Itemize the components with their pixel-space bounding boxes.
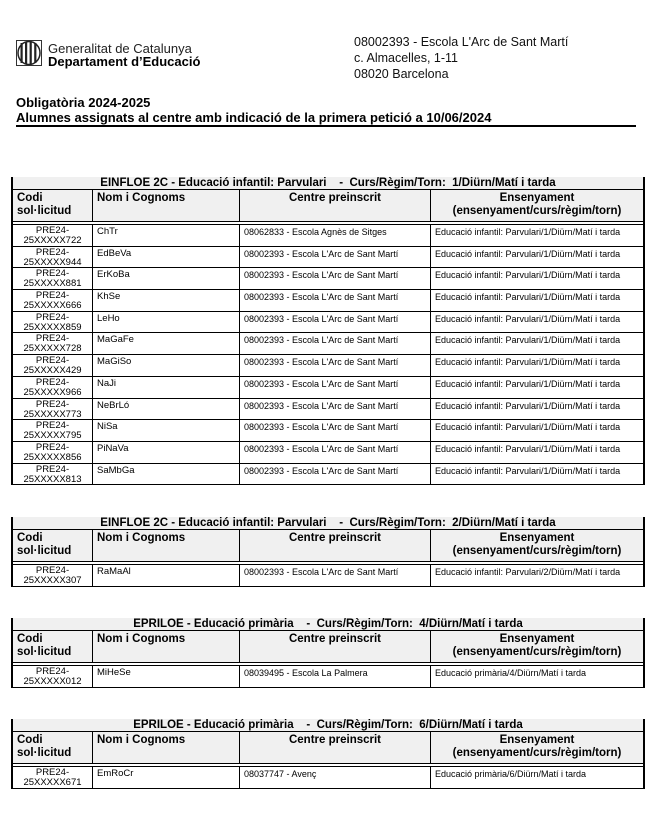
ensenyament-cell: Educació primària/6/Diürn/Matí i tarda xyxy=(435,769,587,779)
col-header-codi: Codi sol·licitud xyxy=(13,530,93,561)
col-header-centre: Centre preinscrit xyxy=(240,530,431,561)
table-row xyxy=(13,565,643,587)
table-row xyxy=(13,666,643,688)
centre-cell: 08002393 - Escola L'Arc de Sant Martí xyxy=(240,247,431,268)
name-cell: NeBrLó xyxy=(93,399,240,420)
name-cell: SaMbGa xyxy=(93,464,240,485)
table-row xyxy=(13,442,643,464)
table-row xyxy=(13,399,643,421)
code-cell: PRE24- 25XXXXX944 xyxy=(13,247,93,268)
table-row xyxy=(13,247,643,269)
brand-block xyxy=(48,42,200,68)
col-header-codi: Codi sol·licitud xyxy=(13,732,93,763)
school-city: 08020 Barcelona xyxy=(354,67,449,81)
department-name: Departament d’Educació xyxy=(48,54,201,69)
page-title xyxy=(16,95,491,125)
ensenyament-cell: Educació infantil: Parvulari/1/Diürn/Matí i tarda xyxy=(435,422,621,433)
code-cell: PRE24- 25XXXXX307 xyxy=(13,565,93,586)
table-header xyxy=(13,631,643,663)
name-cell: NiSa xyxy=(93,420,240,441)
centre-cell: 08002393 - Escola L'Arc de Sant Martí xyxy=(240,442,431,463)
centre-cell: 08002393 - Escola L'Arc de Sant Martí xyxy=(240,420,431,441)
ensenyament-cell: Educació infantil: Parvulari/1/Diürn/Matí i tarda xyxy=(435,248,621,259)
code-cell: PRE24- 25XXXXX773 xyxy=(13,399,93,420)
table-row xyxy=(13,355,643,377)
centre-cell: 08002393 - Escola L'Arc de Sant Martí xyxy=(240,399,431,420)
school-address xyxy=(354,34,568,82)
code-cell: PRE24- 25XXXXX813 xyxy=(13,464,93,485)
name-cell: EdBeVa xyxy=(93,247,240,268)
centre-cell: 08002393 - Escola L'Arc de Sant Martí xyxy=(240,290,431,311)
table-header xyxy=(13,530,643,562)
table-group-title: EINFLOE 2C - Educació infantil: Parvulari - Curs/Règim/Torn: 2/Diürn/Matí i tarda xyxy=(13,517,643,530)
name-cell: MaGiSo xyxy=(93,355,240,376)
table-row xyxy=(13,464,643,486)
col-header-nom: Nom i Cognoms xyxy=(93,631,240,662)
title-year: Obligatòria 2024-2025 xyxy=(16,95,151,110)
col-header-ensenyament: Ensenyament (ensenyament/curs/règim/torn) xyxy=(452,633,622,658)
centre-cell: 08002393 - Escola L'Arc de Sant Martí xyxy=(240,333,431,354)
ensenyament-cell: Educació infantil: Parvulari/1/Diürn/Matí i tarda xyxy=(435,443,621,454)
table-row xyxy=(13,225,643,247)
name-cell: ErKoBa xyxy=(93,268,240,289)
title-subject: Alumnes assignats al centre amb indicació de la primera petició a 10/06/2024 xyxy=(16,110,492,125)
ensenyament-cell: Educació infantil: Parvulari/1/Diürn/Matí i tarda xyxy=(435,465,621,476)
col-header-codi: Codi sol·licitud xyxy=(13,190,93,221)
col-header-ensenyament: Ensenyament (ensenyament/curs/règim/torn) xyxy=(452,532,622,557)
school-street: c. Almacelles, 1-11 xyxy=(354,51,458,65)
centre-cell: 08002393 - Escola L'Arc de Sant Martí xyxy=(240,268,431,289)
col-header-centre: Centre preinscrit xyxy=(240,631,431,662)
code-cell: PRE24- 25XXXXX671 xyxy=(13,767,93,788)
table-group-title: EINFLOE 2C - Educació infantil: Parvulari - Curs/Règim/Torn: 1/Diürn/Matí i tarda xyxy=(13,177,643,190)
col-header-ensenyament: Ensenyament (ensenyament/curs/règim/torn) xyxy=(452,192,622,217)
code-cell: PRE24- 25XXXXX859 xyxy=(13,312,93,333)
col-header-nom: Nom i Cognoms xyxy=(93,530,240,561)
centre-cell: 08062833 - Escola Agnès de Sitges xyxy=(240,225,431,246)
title-underline xyxy=(16,125,636,127)
name-cell: PiNaVa xyxy=(93,442,240,463)
code-cell: PRE24- 25XXXXX728 xyxy=(13,333,93,354)
table-row xyxy=(13,767,643,789)
ensenyament-cell: Educació infantil: Parvulari/1/Diürn/Matí i tarda xyxy=(435,335,621,346)
table-row xyxy=(13,333,643,355)
assignment-table-4 xyxy=(11,719,645,789)
ensenyament-cell: Educació infantil: Parvulari/1/Diürn/Matí i tarda xyxy=(435,292,621,303)
name-cell: MaGaFe xyxy=(93,333,240,354)
code-cell: PRE24- 25XXXXX012 xyxy=(13,666,93,687)
ensenyament-cell: Educació infantil: Parvulari/2/Diürn/Matí i tarda xyxy=(435,567,621,577)
table-row xyxy=(13,420,643,442)
centre-cell: 08002393 - Escola L'Arc de Sant Martí xyxy=(240,565,431,586)
centre-cell: 08002393 - Escola L'Arc de Sant Martí xyxy=(240,464,431,485)
code-cell: PRE24- 25XXXXX429 xyxy=(13,355,93,376)
ensenyament-cell: Educació infantil: Parvulari/1/Diürn/Matí i tarda xyxy=(435,378,621,389)
table-header xyxy=(13,190,643,222)
assignment-table-3 xyxy=(11,618,645,688)
centre-cell: 08002393 - Escola L'Arc de Sant Martí xyxy=(240,312,431,333)
col-header-ensenyament: Ensenyament (ensenyament/curs/règim/torn) xyxy=(452,734,622,759)
name-cell: EmRoCr xyxy=(93,767,240,788)
code-cell: PRE24- 25XXXXX966 xyxy=(13,377,93,398)
name-cell: ChTr xyxy=(93,225,240,246)
table-row xyxy=(13,312,643,334)
name-cell: LeHo xyxy=(93,312,240,333)
col-header-nom: Nom i Cognoms xyxy=(93,190,240,221)
col-header-nom: Nom i Cognoms xyxy=(93,732,240,763)
centre-cell: 08037747 - Avenç xyxy=(240,767,431,788)
centre-cell: 08002393 - Escola L'Arc de Sant Martí xyxy=(240,377,431,398)
table-header xyxy=(13,732,643,764)
code-cell: PRE24- 25XXXXX795 xyxy=(13,420,93,441)
ensenyament-cell: Educació infantil: Parvulari/1/Diürn/Matí i tarda xyxy=(435,313,621,324)
col-header-centre: Centre preinscrit xyxy=(240,190,431,221)
table-group-title: EPRILOE - Educació primària - Curs/Règim/Torn: 4/Diürn/Matí i tarda xyxy=(13,618,643,631)
ensenyament-cell: Educació infantil: Parvulari/1/Diürn/Matí i tarda xyxy=(435,270,621,281)
code-cell: PRE24- 25XXXXX722 xyxy=(13,225,93,246)
brand-name: Generalitat de Catalunya xyxy=(48,41,192,56)
table-row xyxy=(13,290,643,312)
col-header-codi: Codi sol·licitud xyxy=(13,631,93,662)
ensenyament-cell: Educació infantil: Parvulari/1/Diürn/Matí i tarda xyxy=(435,227,621,237)
name-cell: NaJi xyxy=(93,377,240,398)
name-cell: RaMaAl xyxy=(93,565,240,586)
ensenyament-cell: Educació infantil: Parvulari/1/Diürn/Matí i tarda xyxy=(435,357,621,368)
generalitat-logo-icon xyxy=(16,40,42,66)
table-row xyxy=(13,268,643,290)
code-cell: PRE24- 25XXXXX666 xyxy=(13,290,93,311)
code-cell: PRE24- 25XXXXX856 xyxy=(13,442,93,463)
table-row xyxy=(13,377,643,399)
name-cell: KhSe xyxy=(93,290,240,311)
table-group-title: EPRILOE - Educació primària - Curs/Règim/Torn: 6/Diürn/Matí i tarda xyxy=(13,719,643,732)
ensenyament-cell: Educació primària/4/Diürn/Matí i tarda xyxy=(435,668,587,678)
assignment-table-1 xyxy=(11,177,645,485)
name-cell: MiHeSe xyxy=(93,666,240,687)
code-cell: PRE24- 25XXXXX881 xyxy=(13,268,93,289)
centre-cell: 08039495 - Escola La Palmera xyxy=(240,666,431,687)
assignment-table-2 xyxy=(11,517,645,587)
school-name: 08002393 - Escola L'Arc de Sant Martí xyxy=(354,35,569,49)
col-header-centre: Centre preinscrit xyxy=(240,732,431,763)
centre-cell: 08002393 - Escola L'Arc de Sant Martí xyxy=(240,355,431,376)
ensenyament-cell: Educació infantil: Parvulari/1/Diürn/Matí i tarda xyxy=(435,400,621,411)
